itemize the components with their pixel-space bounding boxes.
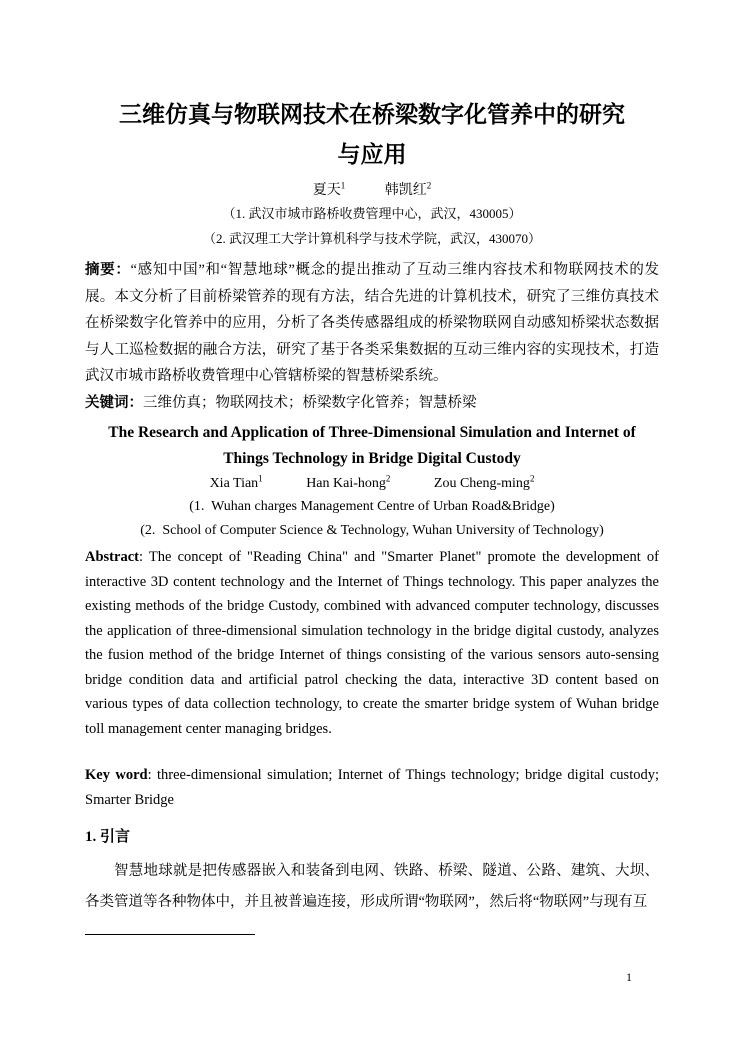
author-en-1 xyxy=(209,473,263,491)
author-zh-2 xyxy=(384,180,432,198)
keywords-en-text: : three-dimensional simulation; Internet of Things technology; bridge digital custody; Smarter Bridge xyxy=(85,767,659,808)
abstract-en-text: : The concept of "Reading China" and "Smarter Planet" promote the development of interactive 3D content technology and the Internet of Things technology. This paper analyzes the existing methods of the bridge Custody, combined with advanced computer technology, discusses the application of three-dimensional simulation technology in the bridge digital custody, analyzes the fusion method of the bridge Internet of things consisting of the various sensors auto-sensing bridge condition data and artificial patrol checking the data, interactive 3D content based on various types of data collection technology, to create the smarter bridge system of Wuhan bridge toll management center managing bridges. xyxy=(85,549,659,737)
section-heading-introduction: 1. 引言 xyxy=(85,829,131,845)
author-en-1-name: Xia Tian xyxy=(209,476,259,491)
author-en-2-name: Han Kai-hong xyxy=(306,476,386,491)
author-en-3 xyxy=(433,473,535,491)
paper-title-en-line1: The Research and Application of Three-Dimensional Simulation and Internet of xyxy=(108,424,636,441)
keywords-en xyxy=(85,763,659,812)
affiliation-zh-2: （2. 武汉理工大学计算机科学与技术学院，武汉，430070） xyxy=(202,231,541,246)
paper-title-zh-line1: 三维仿真与物联网技术在桥梁数字化管养中的研究 xyxy=(119,102,625,127)
affiliation-zh-1: （1. 武汉市城市路桥收费管理中心，武汉，430005） xyxy=(222,206,522,221)
footnote-separator-line xyxy=(85,934,255,935)
author-en-3-name: Zou Cheng-ming xyxy=(433,476,530,491)
author-zh-2-name: 韩凯红 xyxy=(384,183,427,198)
abstract-en-label: Abstract xyxy=(85,549,139,565)
author-en-2 xyxy=(306,473,391,491)
abstract-zh xyxy=(85,257,659,390)
authors-en xyxy=(85,472,659,495)
affiliation-en-2: (2. School of Computer Science & Technology, Wuhan University of Technology) xyxy=(140,523,604,538)
abstract-zh-text: “感知中国”和“智慧地球”概念的提出推动了互动三维内容技术和物联网技术的发展。本文分析了目前桥梁管养的现有方法，结合先进的计算机技术，研究了三维仿真技术在桥梁数字化管养中的应用，分析了各类传感器组成的桥梁物联网自动感知桥梁状态数据与人工巡检数据的融合方法，研究了基于各类采集数据的互动三维内容的实现技术，打造武汉市城市路桥收费管理中心管辖桥梁的智慧桥梁系统。 xyxy=(85,262,660,384)
keywords-zh-text: 三维仿真；物联网技术；桥梁数字化管养；智慧桥梁 xyxy=(143,394,477,411)
abstract-zh-label: 摘要： xyxy=(85,262,131,278)
author-zh-1-superscript: 1 xyxy=(340,180,346,191)
abstract-en xyxy=(85,545,659,741)
paper-title-en-line2: Things Technology in Bridge Digital Custody xyxy=(223,450,521,467)
keywords-zh-label: 关键词： xyxy=(85,394,143,411)
page-number: 1 xyxy=(626,970,632,984)
author-zh-2-superscript: 2 xyxy=(426,180,432,191)
author-zh-1-name: 夏天 xyxy=(312,183,341,198)
authors-zh xyxy=(85,181,659,201)
keywords-zh xyxy=(85,390,659,417)
author-en-1-superscript: 1 xyxy=(258,473,263,484)
paper-title-zh xyxy=(85,95,659,175)
affiliation-en-1: (1. Wuhan charges Management Centre of Urban Road&Bridge) xyxy=(189,499,555,514)
author-zh-1 xyxy=(312,180,346,198)
introduction-paragraph: 智慧地球就是把传感器嵌入和装备到电网、铁路、桥梁、隧道、公路、建筑、大坝、各类管道等各种物体中，并且被普遍连接，形成所谓“物联网”，然后将“物联网”与现有互 xyxy=(85,863,659,910)
paper-title-zh-line2: 与应用 xyxy=(337,142,407,167)
author-en-3-superscript: 2 xyxy=(529,473,535,484)
keywords-en-label: Key word xyxy=(85,767,148,783)
paper-title-en xyxy=(85,420,659,472)
author-en-2-superscript: 2 xyxy=(385,473,391,484)
